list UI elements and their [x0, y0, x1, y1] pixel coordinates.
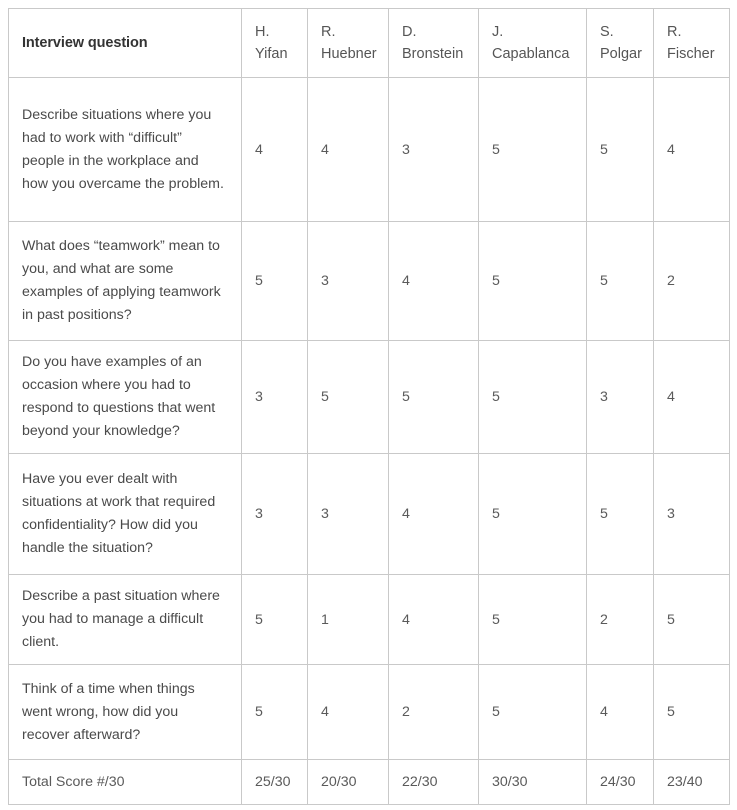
column-header-candidate-2 [308, 9, 389, 78]
score-cell: 3 [242, 341, 308, 454]
score-cell: 5 [308, 341, 389, 454]
score-cell: 5 [479, 665, 587, 760]
table-row [9, 222, 730, 341]
score-cell: 4 [242, 78, 308, 222]
candidate-1-last-name: Yifan [255, 46, 288, 62]
score-cell: 2 [654, 222, 730, 341]
question-text: Describe situations where you had to work with “difficult” people in the workplace and how you overcame the problem. [9, 78, 242, 222]
total-score-row [9, 760, 730, 805]
question-text: Do you have examples of an occasion where you had to respond to questions that went beyond your knowledge? [9, 341, 242, 454]
score-cell: 3 [308, 222, 389, 341]
candidate-6-first-name: R. [667, 23, 682, 40]
score-cell: 5 [479, 341, 587, 454]
total-score-cell: 23/40 [654, 760, 730, 805]
score-cell: 4 [389, 222, 479, 341]
header-row [9, 9, 730, 78]
candidate-4-last-name: Capablanca [492, 46, 570, 62]
column-header-candidate-4 [479, 9, 587, 78]
column-header-candidate-3 [389, 9, 479, 78]
column-header-candidate-5 [587, 9, 654, 78]
candidate-1-first-name: H. [255, 23, 270, 40]
total-score-cell: 20/30 [308, 760, 389, 805]
column-header-candidate-1 [242, 9, 308, 78]
interview-scorecard-table [8, 8, 730, 805]
score-cell: 4 [308, 78, 389, 222]
column-header-candidate-6 [654, 9, 730, 78]
score-cell: 3 [587, 341, 654, 454]
question-text: Describe a past situation where you had to manage a difficult client. [9, 575, 242, 665]
score-cell: 5 [479, 78, 587, 222]
total-score-cell: 22/30 [389, 760, 479, 805]
table-body [9, 78, 730, 805]
score-cell: 4 [654, 341, 730, 454]
table-row [9, 665, 730, 760]
score-cell: 5 [654, 665, 730, 760]
score-cell: 5 [654, 575, 730, 665]
table-header [9, 9, 730, 78]
score-cell: 5 [389, 341, 479, 454]
table-row [9, 78, 730, 222]
score-cell: 5 [479, 575, 587, 665]
candidate-5-last-name: Polgar [600, 46, 642, 62]
score-cell: 3 [242, 454, 308, 575]
score-cell: 5 [242, 665, 308, 760]
candidate-3-last-name: Bronstein [402, 46, 464, 62]
total-score-cell: 24/30 [587, 760, 654, 805]
score-cell: 5 [242, 222, 308, 341]
candidate-4-first-name: J. [492, 23, 504, 40]
score-cell: 4 [587, 665, 654, 760]
candidate-6-last-name: Fischer [667, 46, 715, 62]
question-text: What does “teamwork” mean to you, and what are some examples of applying teamwork in past positions? [9, 222, 242, 341]
question-text: Have you ever dealt with situations at work that required confidentiality? How did you handle the situation? [9, 454, 242, 575]
score-cell: 2 [389, 665, 479, 760]
score-cell: 5 [587, 454, 654, 575]
candidate-5-first-name: S. [600, 23, 614, 40]
column-header-question: Interview question [9, 9, 242, 78]
score-cell: 4 [389, 575, 479, 665]
score-cell: 3 [389, 78, 479, 222]
score-cell: 5 [587, 222, 654, 341]
score-cell: 5 [242, 575, 308, 665]
total-score-cell: 30/30 [479, 760, 587, 805]
score-cell: 1 [308, 575, 389, 665]
score-cell: 4 [389, 454, 479, 575]
score-cell: 5 [479, 222, 587, 341]
table-row [9, 454, 730, 575]
score-cell: 4 [308, 665, 389, 760]
candidate-2-last-name: Huebner [321, 46, 377, 62]
question-text: Think of a time when things went wrong, how did you recover afterward? [9, 665, 242, 760]
candidate-2-first-name: R. [321, 23, 336, 40]
table-row [9, 575, 730, 665]
candidate-3-first-name: D. [402, 23, 417, 40]
score-cell: 4 [654, 78, 730, 222]
score-cell: 3 [654, 454, 730, 575]
table-row [9, 341, 730, 454]
score-cell: 3 [308, 454, 389, 575]
total-score-cell: 25/30 [242, 760, 308, 805]
score-cell: 2 [587, 575, 654, 665]
score-cell: 5 [479, 454, 587, 575]
total-score-label: Total Score #/30 [9, 760, 242, 805]
score-cell: 5 [587, 78, 654, 222]
